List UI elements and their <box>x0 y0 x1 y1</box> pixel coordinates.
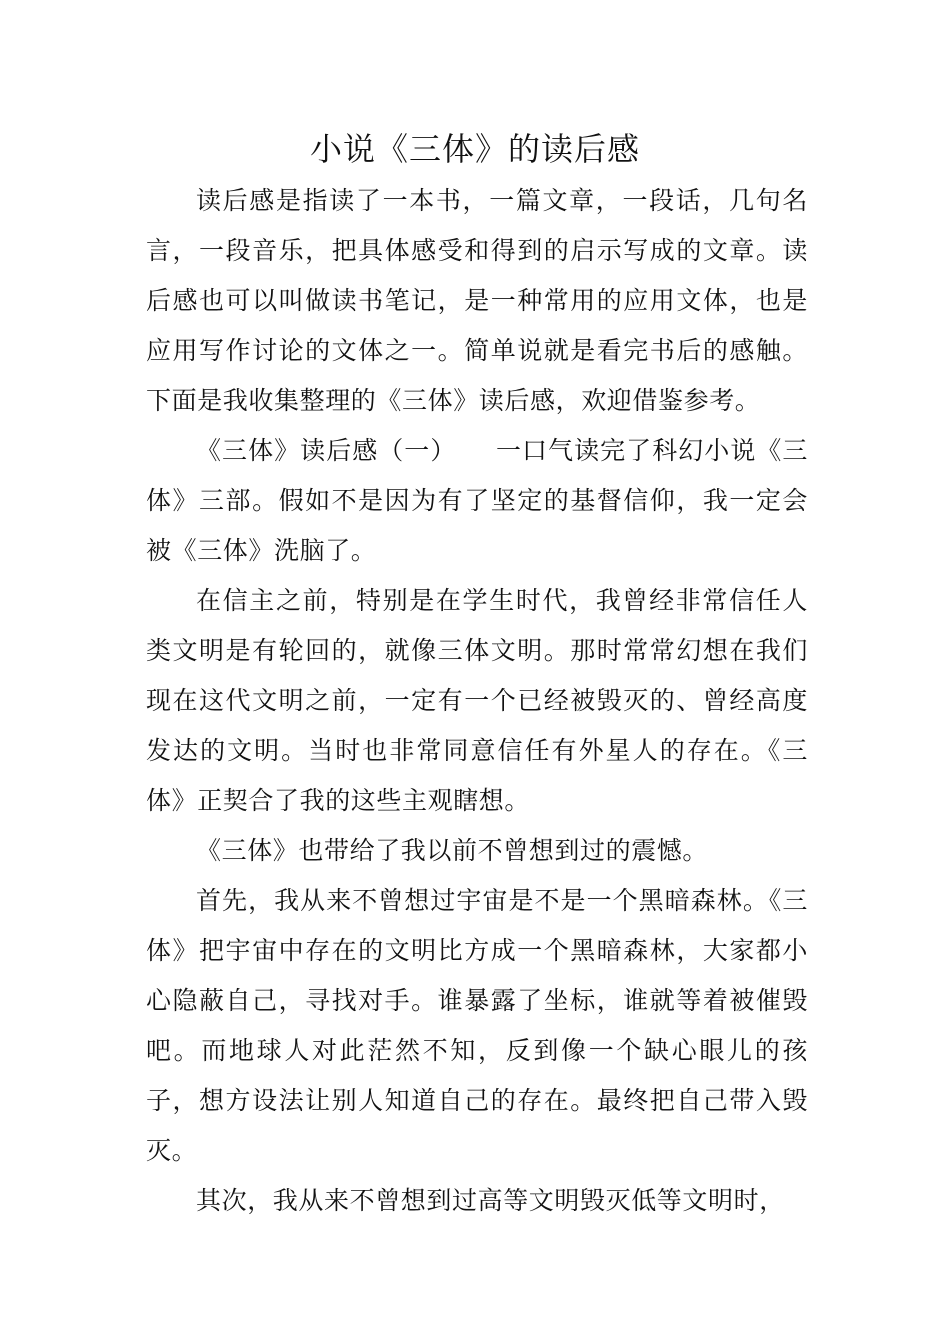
document-body <box>146 176 808 1226</box>
paragraph-dark-forest: 首先，我从来不曾想过宇宙是不是一个黑暗森林。《三体》把宇宙中存在的文明比方成一个黑暗森林，大家都小心隐蔽自己，寻找对手。谁暴露了坐标，谁就等着被催毁吧。而地球人对此茫然不知，反到像一个缺心眼儿的孩子，想方设法让别人知道自己的存在。最终把自己带入毁灭。 <box>146 886 808 1165</box>
paragraph-before-faith: 在信主之前，特别是在学生时代，我曾经非常信任人类文明是有轮回的，就像三体文明。那时常常幻想在我们现在这代文明之前，一定有一个已经被毁灭的、曾经高度发达的文明。当时也非常同意信任有外星人的存在。《三体》正契合了我的这些主观瞎想。 <box>146 586 808 815</box>
paragraph-intro: 读后感是指读了一本书，一篇文章，一段话，几句名言，一段音乐，把具体感受和得到的启示写成的文章。读后感也可以叫做读书笔记，是一种常用的应用文体，也是应用写作讨论的文体之一。简单说就是看完书后的感触。下面是我收集整理的《三体》读后感，欢迎借鉴参考。 <box>146 186 808 415</box>
paragraph-review-one: 《三体》读后感（一） 一口气读完了科幻小说《三体》三部。假如不是因为有了坚定的基督信仰，我一定会被《三体》洗脑了。 <box>146 436 808 565</box>
page-title: 小说《三体》的读后感 <box>309 130 640 168</box>
paragraph-second-point: 其次，我从来不曾想到过高等文明毁灭低等文明时， <box>196 1186 785 1215</box>
paragraph-shock: 《三体》也带给了我以前不曾想到过的震憾。 <box>196 836 709 865</box>
